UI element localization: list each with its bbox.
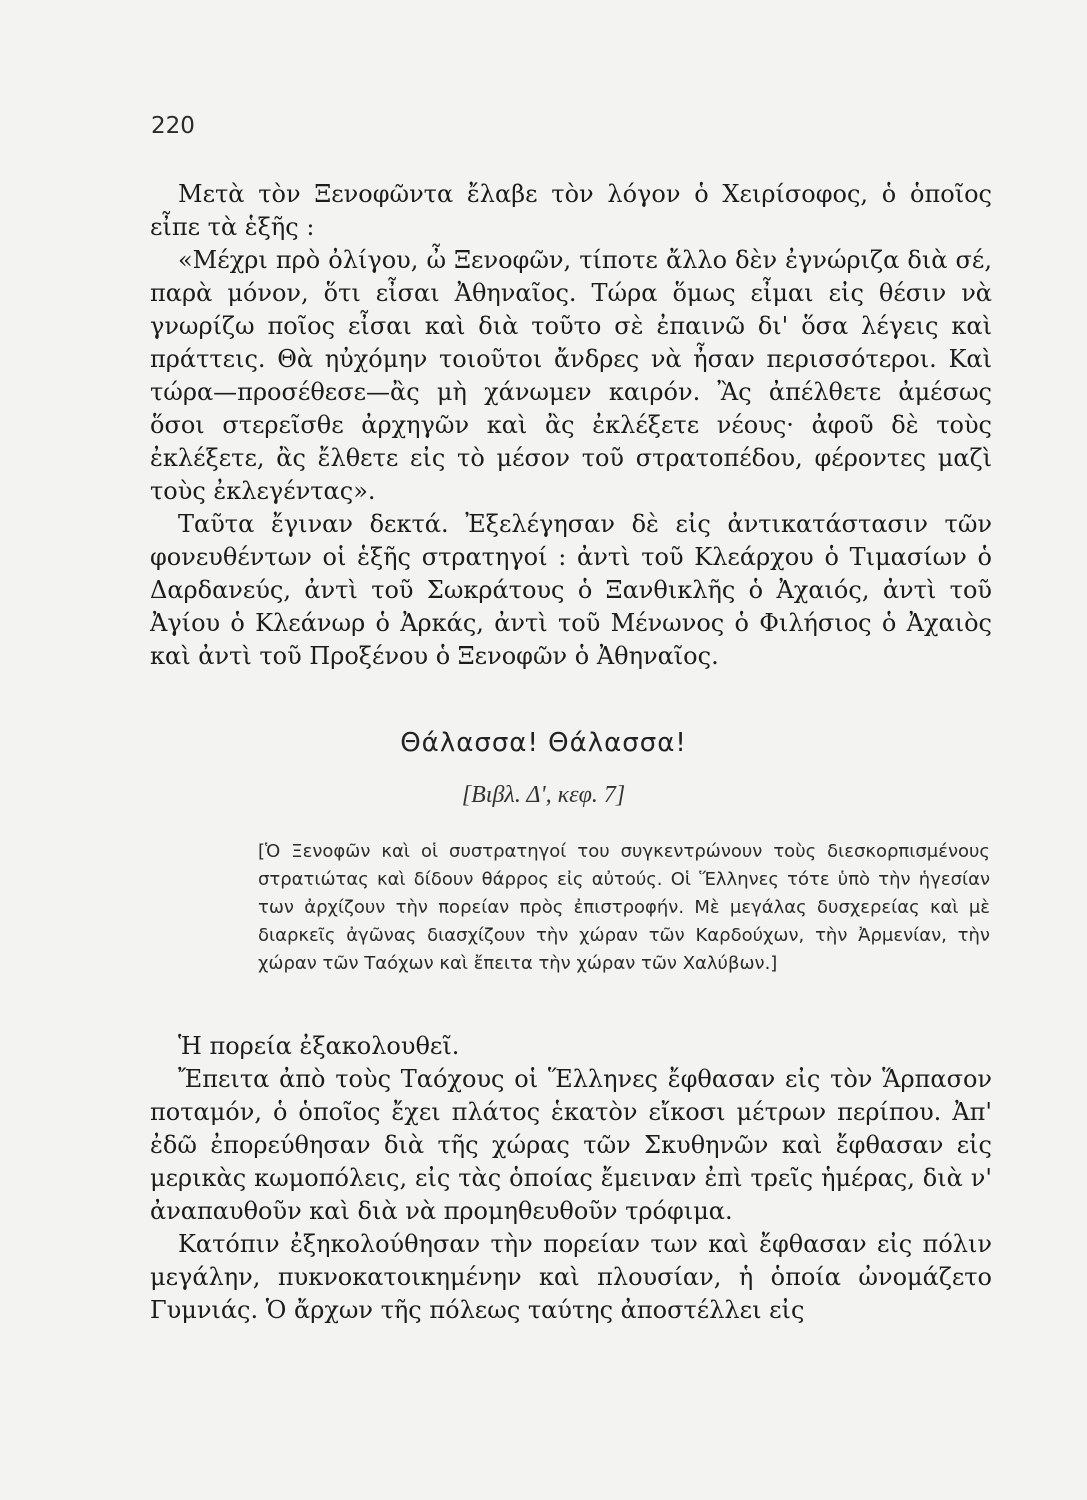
text-section-march	[150, 1030, 992, 1327]
chapter-summary	[258, 838, 990, 978]
section-heading: Θάλασσα! Θάλασσα!	[400, 728, 687, 758]
paragraph: Μετὰ τὸν Ξενοφῶντα ἔλαβε τὸν λόγον ὁ Χειρίσοφος, ὁ ὁποῖος εἶπε τὰ ἑξῆς :	[150, 180, 992, 241]
book-reference: [Βιβλ. Δ', κεφ. 7]	[461, 782, 626, 808]
paragraph: Ἡ πορεία ἐξακολουθεῖ.	[178, 1032, 460, 1060]
paragraph: Ταῦτα ἔγιναν δεκτά. Ἐξελέγησαν δὲ εἰς ἀντικατάστασιν τῶν φονευθέντων οἱ ἑξῆς στρατηγοί : ἀντὶ τοῦ Κλεάρχου ὁ Τιμασίων ὁ Δαρδανεύς, ἀντὶ τοῦ Σωκράτους ὁ Ξανθικλῆς ὁ Ἀχαιός, ἀντὶ τοῦ Ἀγίου ὁ Κλεάνωρ ὁ Ἀρκάς, ἀντὶ τοῦ Μένωνος ὁ Φιλήσιος ὁ Ἀχαιὸς καὶ ἀντὶ τοῦ Προξένου ὁ Ξενοφῶν ὁ Ἀθηναῖος.	[150, 510, 992, 670]
paragraph: Κατόπιν ἐξηκολούθησαν τὴν πορείαν των καὶ ἔφθασαν εἰς πόλιν μεγάλην, πυκνοκατοικημένην καὶ πλουσίαν, ἡ ὁποία ὠνομάζετο Γυμνιάς. Ὁ ἄρχων τῆς πόλεως ταύτης ἀποστέλλει εἰς	[150, 1230, 992, 1324]
paragraph: Ἔπειτα ἀπὸ τοὺς Ταόχους οἱ Ἕλληνες ἔφθασαν εἰς τὸν Ἅρπασον ποταμόν, ὁ ὁποῖος ἔχει πλάτος ἑκατὸν εἴκοσι μέτρων περίπου. Ἀπ' ἐδῶ ἐπορεύθησαν διὰ τῆς χώρας τῶν Σκυθηνῶν καὶ ἔφθασαν εἰς μερικὰς κωμοπόλεις, εἰς τὰς ὁποίας ἔμειναν ἐπὶ τρεῖς ἡμέρας, διὰ ν' ἀναπαυθοῦν καὶ διὰ νὰ προμηθευθοῦν τρόφιμα.	[150, 1065, 992, 1225]
page-number: 220	[151, 113, 195, 139]
paragraph: «Μέχρι πρὸ ὀλίγου, ὦ Ξενοφῶν, τίποτε ἄλλο δὲν ἐγνώριζα διὰ σέ, παρὰ μόνον, ὅτι εἶσαι Ἀθηναῖος. Τώρα ὅμως εἶμαι εἰς θέσιν νὰ γνωρίζω ποῖος εἶσαι καὶ διὰ τοῦτο σὲ ἐπαινῶ δι' ὅσα λέγεις καὶ πράττεις. Θὰ ηὐχόμην τοιοῦτοι ἄνδρες νὰ ἦσαν περισσότεροι. Καὶ τώρα—προσέθεσε—ἂς μὴ χάνωμεν καιρόν. Ἂς ἀπέλθετε ἀμέσως ὅσοι στερεῖσθε ἀρχηγῶν καὶ ἂς ἐκλέξετε νέους· ἀφοῦ δὲ τοὺς ἐκλέξετε, ἂς ἔλθετε εἰς τὸ μέσον τοῦ στρατοπέδου, φέροντες μαζὶ τοὺς ἐκλεγέντας».	[150, 246, 992, 505]
text-section-intro	[150, 178, 992, 673]
summary-text: [Ὁ Ξενοφῶν καὶ οἱ συστρατηγοί του συγκεντρώνουν τοὺς διεσκορπισμένους στρατιώτας καὶ δίδουν θάρρος εἰς αὐτούς. Οἱ Ἕλληνες τότε ὑπὸ τὴν ἡγεσίαν των ἀρχίζουν τὴν πορείαν πρὸς ἐπιστροφήν. Μὲ μεγάλας δυσχερείας καὶ μὲ διαρκεῖς ἀγῶνας διασχίζουν τὴν χώραν τῶν Καρδούχων, τὴν Ἀρμενίαν, τὴν χώραν τῶν Ταόχων καὶ ἔπειτα τὴν χώραν τῶν Χαλύβων.]	[258, 841, 990, 974]
